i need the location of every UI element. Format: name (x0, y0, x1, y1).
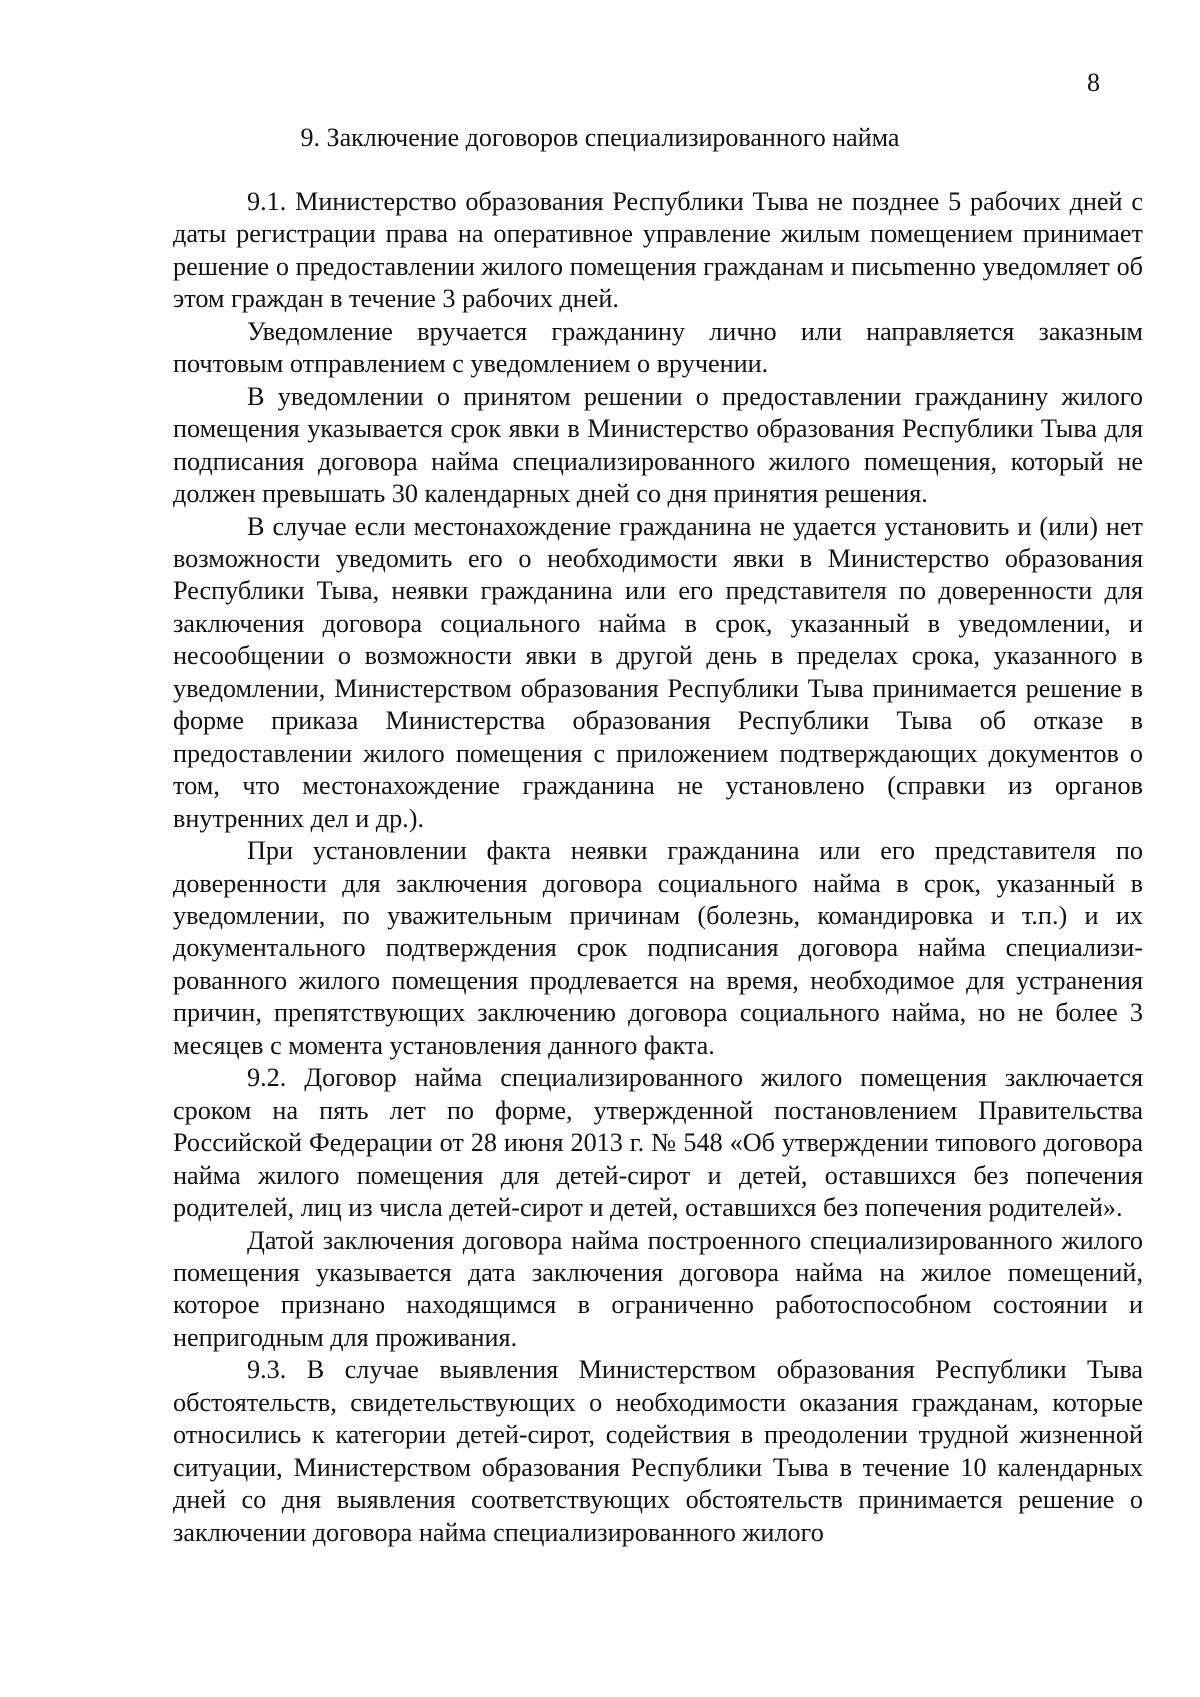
paragraph-9-1: 9.1. Министерство образования Республики Тыва не позднее 5 рабочих дней с даты регистрации права на оперативное управление жилым помещением принимает решение о предоставлении жилого помещения гражданам и письmенно уведомляет об этом граждан в течение 3 рабочих дней. (173, 187, 1143, 314)
paragraph-valid-reasons: При установлении факта неявки гражданина или его представителя по доверенности для заключения договора социального найма в срок, указанный в уведомлении, по уважительным причинам (болезнь, командировка и т.п.) и их документального подтверждения срок подписания договора найма специализированного жилого помещения продлевается на время, необходимое для устранения причин, препятствующих заключению договора социального найма, но не более 3 месяцев с момента установления данного факта. (173, 836, 1143, 1060)
page-number: 8 (1087, 68, 1100, 97)
paragraph-notification-delivery: Уведомление вручается гражданину лично или направляется заказным почтовым отправлением с уведомлением о вручении. (173, 316, 1143, 379)
paragraph-location-unknown: В случае если местонахождение гражданина не удается установить и (или) нет возможности уведомить его о необходимости явки в Министерство образования Республики Тыва, неявки гражданина или его представителя по доверенности для заключения договора социального найма в срок, указанный в уведомлении, и несообщении о возможности явки в другой день в пределах срока, указанного в уведомлении, Министерством образования Республики Тыва принимается решение в форме приказа Министерства образования Республики Тыва об отказе в предоставлении жилого помещения с приложением подтверждающих документов о том, что местонахождение гражданина не установлено (справки из органов внутренних дел и др.). (173, 511, 1143, 833)
paragraph-contract-date: Датой заключения договора найма построенного специализированного жилого помещения указывается дата заключения договора найма на жилое помещений, которое признано находящимся в ограниченно работоспособном состоянии и непригодным для проживания. (173, 1225, 1143, 1352)
paragraph-notification-deadline: В уведомлении о принятом решении о предоставлении гражданину жилого помещения указывается срок явки в Министерство образования Республики Тыва для подписания договора найма специализированного жилого помещения, который не должен превышать 30 календарных дней со дня принятия решения. (173, 381, 1143, 509)
section-title: 9. Заключение договоров специализированного найма (300, 123, 900, 152)
paragraph-9-2: 9.2. Договор найма специализированного жилого помещения заключается сроком на пять лет по форме, утвержденной постановлением Правительства Российской Федерации от 28 июня 2013 г. № 548 «Об утверждении типового договора найма жилого помещения для детей-сирот и детей, оставшихся без попечения родителей, лиц из числа детей-сирот и детей, оставшихся без попечения родителей». (173, 1063, 1143, 1223)
document-body (173, 186, 1143, 1549)
paragraph-9-3: 9.3. В случае выявления Министерством образования Республики Тыва обстоятельств, свидетельствующих о необходимости оказания гражданам, которые относились к категории детей-сирот, содействия в преодолении трудной жизненной ситуации, Министерством образования Республики Тыва в течение 10 календарных дней со дня выявления соответствующих обстоятельств принимается решение о заключении договора найма специализированного жилого (173, 1355, 1143, 1547)
